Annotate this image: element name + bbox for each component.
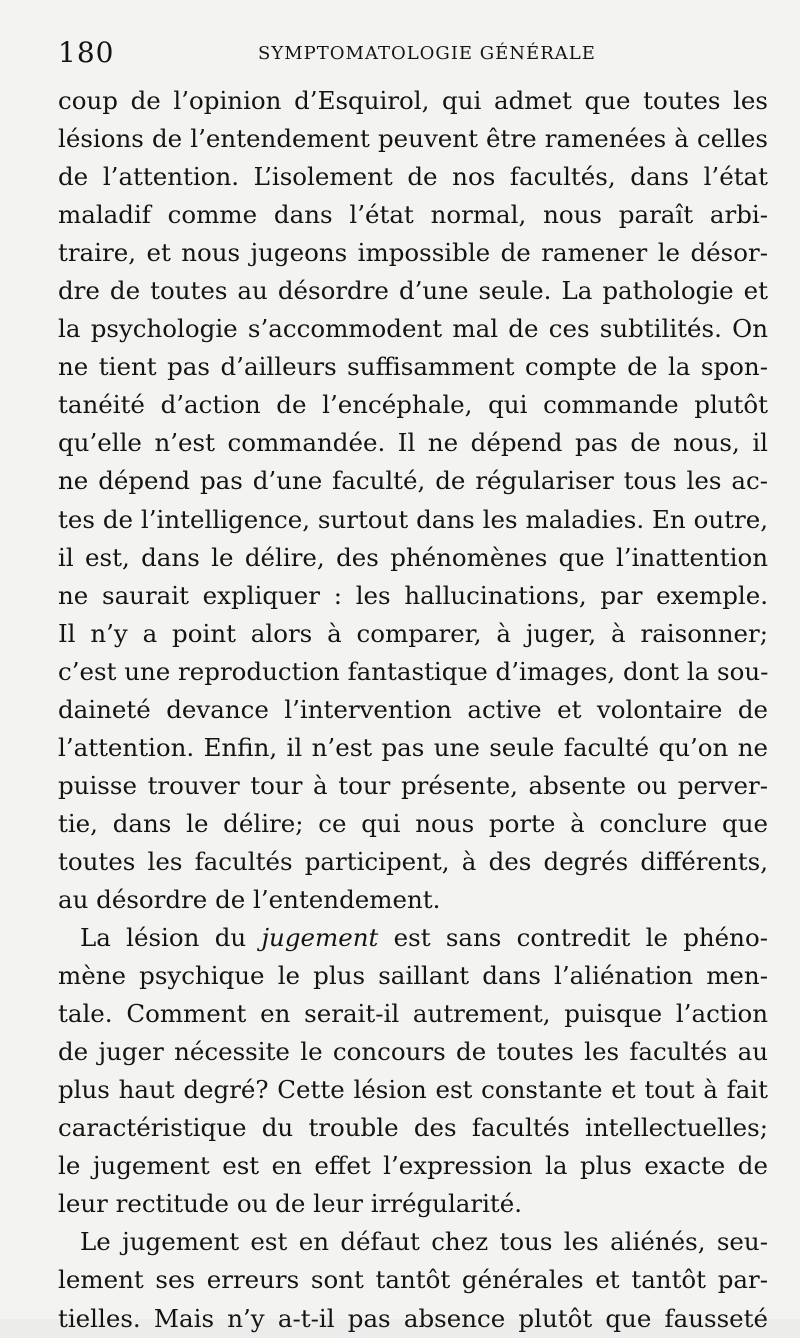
body-text bbox=[58, 82, 768, 1338]
text-line: tale. Comment en serait-il autrement, puisque l’action bbox=[58, 999, 768, 1029]
text-line: traire, et nous jugeons impossible de ramener le désor- bbox=[58, 238, 768, 268]
italic-term: jugement bbox=[261, 923, 379, 953]
text-line: caractéristique du trouble des facultés intellectuelles; bbox=[58, 1113, 768, 1143]
text-line bbox=[58, 919, 768, 957]
text-line: maladif comme dans l’état normal, nous paraît arbi- bbox=[58, 200, 768, 230]
text-line: daineté devance l’intervention active et volontaire de bbox=[58, 694, 768, 724]
text-line: mène psychique le plus saillant dans l’aliénation men- bbox=[58, 961, 768, 991]
running-head: SYMPTOMATOLOGIE GÉNÉRALE bbox=[258, 43, 596, 64]
text-line: au désordre de l’entendement. bbox=[58, 884, 441, 914]
text-line: tie, dans le délire; ce qui nous porte à conclure que bbox=[58, 808, 768, 838]
text-line: c’est une reproduction fantastique d’images, dont la sou- bbox=[58, 656, 768, 686]
paragraph-1 bbox=[58, 82, 768, 919]
text-line: lement ses erreurs sont tantôt générales et tantôt par- bbox=[58, 1265, 768, 1295]
text-line: tanéité d’action de l’encéphale, qui commande plutôt bbox=[58, 390, 768, 420]
page-header bbox=[58, 36, 768, 72]
text-line: tes de l’intelligence, surtout dans les maladies. En outre, bbox=[58, 504, 768, 534]
text-line: l’attention. Enfin, il n’est pas une seule faculté qu’on ne bbox=[58, 732, 768, 762]
paragraph-2 bbox=[58, 919, 768, 1223]
text-line: lésions de l’entendement peuvent être ramenées à celles bbox=[58, 124, 768, 154]
text-line: Il n’y a point alors à comparer, à juger, à raisonner; bbox=[58, 618, 768, 648]
text-line: il est, dans le délire, des phénomènes que l’inattention bbox=[58, 542, 768, 572]
text-line: ne tient pas d’ailleurs suffisamment compte de la spon- bbox=[58, 352, 768, 382]
text-line: ne dépend pas d’une faculté, de régulariser tous les ac- bbox=[58, 466, 768, 496]
text-line: ne saurait expliquer : les hallucinations, par exemple. bbox=[58, 580, 768, 610]
text-line: de juger nécessite le concours de toutes les facultés au bbox=[58, 1037, 768, 1067]
page-number: 180 bbox=[58, 36, 115, 69]
text-line: tielles. Mais n’y a-t-il pas absence plutôt que fausseté bbox=[58, 1303, 768, 1333]
text-line: de l’attention. L’isolement de nos facultés, dans l’état bbox=[58, 162, 768, 192]
text-line: coup de l’opinion d’Esquirol, qui admet que toutes les bbox=[58, 86, 768, 115]
text-fragment: est sans contredit le phéno- bbox=[393, 923, 768, 953]
text-line: qu’elle n’est commandée. Il ne dépend pas de nous, il bbox=[58, 428, 768, 458]
text-line: Le jugement est en défaut chez tous les aliénés, seu- bbox=[80, 1227, 768, 1257]
text-fragment: La lésion du bbox=[80, 923, 247, 953]
text-line: puisse trouver tour à tour présente, absente ou perver- bbox=[58, 770, 768, 800]
paragraph-3 bbox=[58, 1223, 768, 1337]
text-line: toutes les facultés participent, à des degrés différents, bbox=[58, 846, 768, 876]
text-line: dre de toutes au désordre d’une seule. La pathologie et bbox=[58, 276, 768, 306]
text-line: leur rectitude ou de leur irrégularité. bbox=[58, 1189, 523, 1219]
text-line: la psychologie s’accommodent mal de ces subtilités. On bbox=[58, 314, 768, 344]
text-line: plus haut degré? Cette lésion est constante et tout à fait bbox=[58, 1075, 768, 1105]
text-line: le jugement est en effet l’expression la plus exacte de bbox=[58, 1151, 768, 1181]
